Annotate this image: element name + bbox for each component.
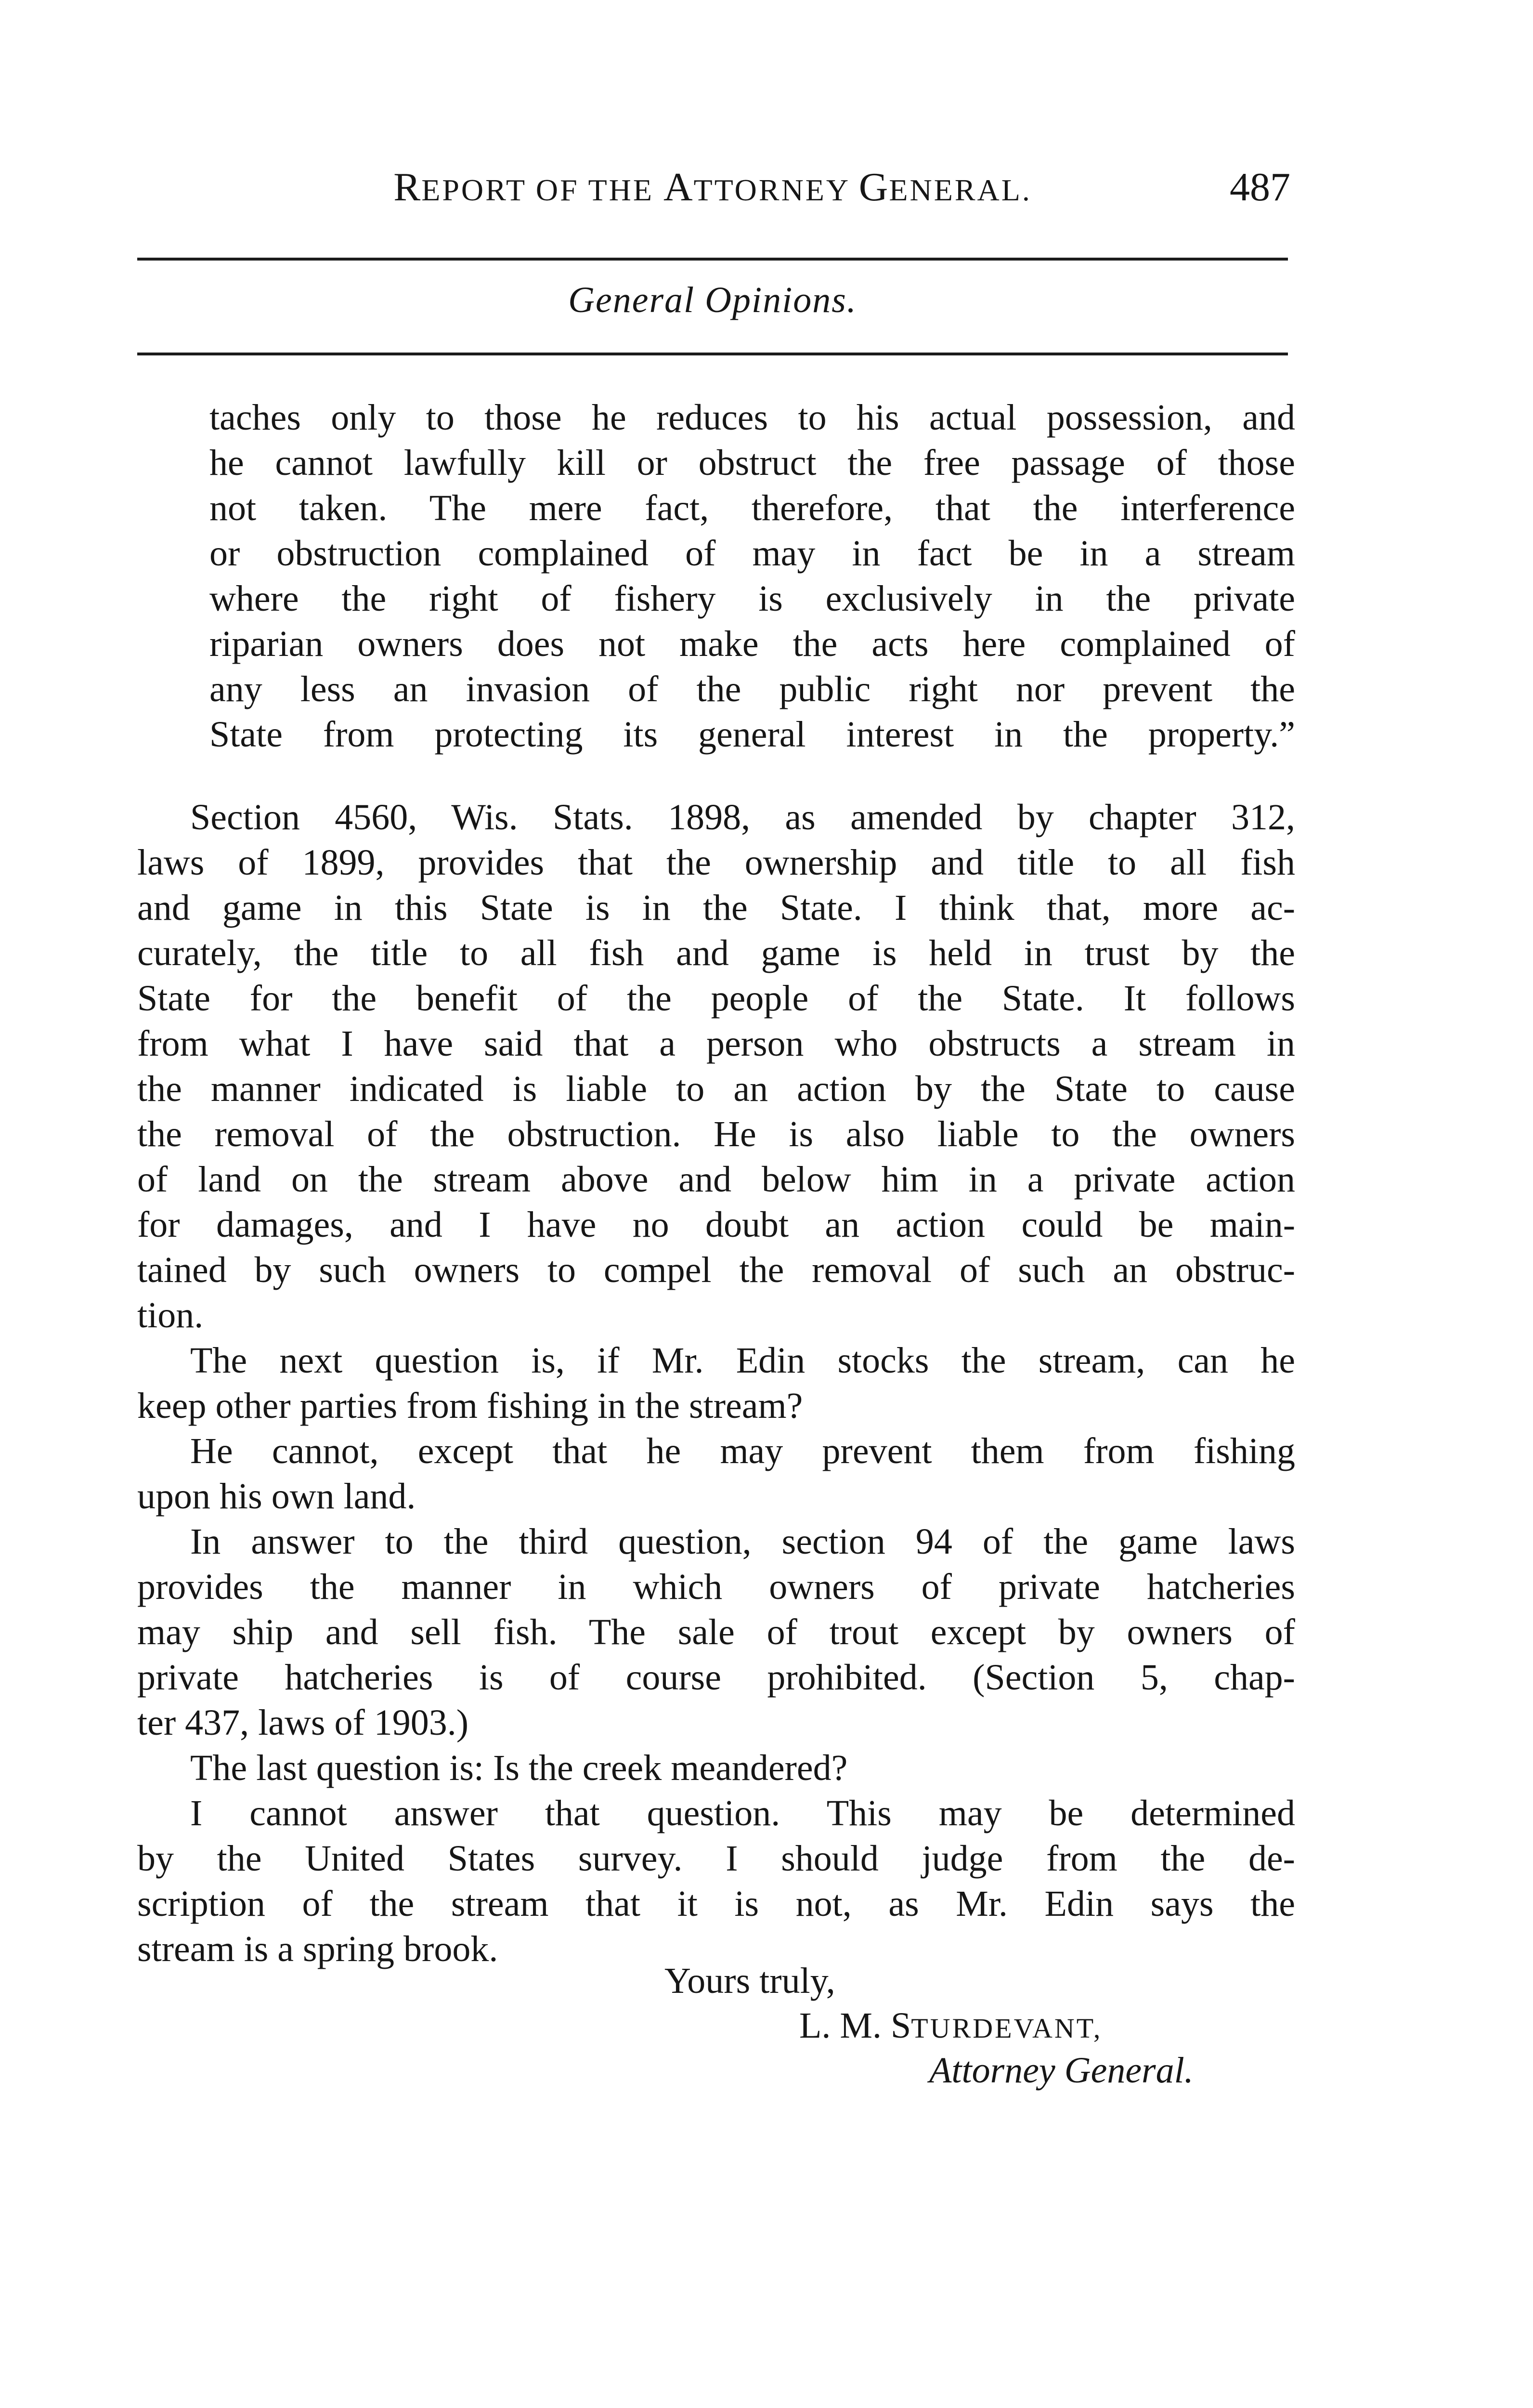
header-title-cap-a: A bbox=[663, 165, 694, 209]
body-line: upon his own land. bbox=[137, 1476, 416, 1517]
quote-line: where the right of fishery is exclusively in the private bbox=[209, 578, 1295, 619]
signer-initials: L. M. S bbox=[799, 2005, 911, 2046]
quoted-passage bbox=[209, 395, 1295, 757]
section-title: General Opinions. bbox=[568, 280, 857, 320]
closing: Yours truly, bbox=[664, 1961, 835, 2001]
body-line: laws of 1899, provides that the ownership and title to all fish bbox=[137, 842, 1295, 883]
body-line: of land on the stream above and below him in a private action bbox=[137, 1159, 1295, 1200]
signer-name bbox=[799, 2005, 1102, 2047]
body-line: The last question is: Is the creek meandered? bbox=[190, 1748, 848, 1788]
body-line: may ship and sell fish. The sale of trout except by owners of bbox=[137, 1612, 1295, 1652]
body-line: the manner indicated is liable to an action by the State to cause bbox=[137, 1069, 1295, 1109]
quote-line: he cannot lawfully kill or obstruct the free passage of those bbox=[209, 443, 1295, 483]
page-number: 487 bbox=[1230, 165, 1290, 209]
body-line: State for the benefit of the people of the State. It follows bbox=[137, 978, 1295, 1019]
body-line: The next question is, if Mr. Edin stocks the stream, can he bbox=[190, 1340, 1295, 1381]
quote-line: State from protecting its general interest in the property.” bbox=[209, 714, 1295, 755]
header-title bbox=[135, 164, 1290, 210]
body-line: provides the manner in which owners of private hatcheries bbox=[137, 1567, 1295, 1607]
body-line: In answer to the third question, section 94 of the game laws bbox=[190, 1521, 1295, 1562]
body-line: keep other parties from fishing in the stream? bbox=[137, 1386, 803, 1426]
body-line: the removal of the obstruction. He is also liable to the owners bbox=[137, 1114, 1295, 1154]
signer-surname-rest: TURDEVANT, bbox=[911, 2013, 1103, 2044]
header-title-cap-g: G bbox=[858, 165, 889, 209]
paragraph-last-question bbox=[137, 1745, 1295, 1791]
signer-title: Attorney General. bbox=[929, 2050, 1194, 2091]
body-line: curately, the title to all fish and game is held in trust by the bbox=[137, 933, 1295, 973]
body-text bbox=[137, 795, 1295, 1972]
body-line: scription of the stream that it is not, as Mr. Edin says the bbox=[137, 1884, 1295, 1924]
header-rule-bottom bbox=[137, 353, 1288, 355]
body-line: tained by such owners to compel the removal of such an obstruc- bbox=[137, 1250, 1295, 1290]
quote-line: riparian owners does not make the acts here complained of bbox=[209, 624, 1295, 664]
body-line: and game in this State is in the State. I think that, more ac- bbox=[137, 888, 1295, 928]
body-line: from what I have said that a person who obstructs a stream in bbox=[137, 1023, 1295, 1064]
paragraph-next-question bbox=[137, 1338, 1295, 1428]
body-line: stream is a spring brook. bbox=[137, 1929, 498, 1969]
header-title-cap-r: R bbox=[393, 165, 422, 209]
header-title-sc-eneral: ENERAL. bbox=[889, 173, 1032, 207]
quote-line: not taken. The mere fact, therefore, that the interference bbox=[209, 488, 1295, 528]
body-line: for damages, and I have no doubt an action could be main- bbox=[137, 1204, 1295, 1245]
body-line: by the United States survey. I should judge from the de- bbox=[137, 1838, 1295, 1879]
body-line: I cannot answer that question. This may be determined bbox=[190, 1793, 1295, 1833]
quote-line: or obstruction complained of may in fact be in a stream bbox=[209, 533, 1295, 574]
paragraph-final-answer bbox=[137, 1791, 1295, 1972]
running-header bbox=[135, 159, 1290, 222]
header-title-sc-ttorney: TTORNEY bbox=[693, 173, 859, 207]
body-line: He cannot, except that he may prevent them from fishing bbox=[190, 1431, 1295, 1471]
quote-line: any less an invasion of the public right nor prevent the bbox=[209, 669, 1295, 709]
paragraph-answer-cannot bbox=[137, 1428, 1295, 1519]
body-line: ter 437, laws of 1903.) bbox=[137, 1702, 469, 1743]
header-rule-top bbox=[137, 258, 1288, 261]
signature-block bbox=[0, 1960, 1533, 2105]
header-title-sc-eport: EPORT OF THE bbox=[421, 173, 663, 207]
body-line: Section 4560, Wis. Stats. 1898, as amended by chapter 312, bbox=[190, 797, 1295, 838]
paragraph-third-question bbox=[137, 1519, 1295, 1745]
quote-line: taches only to those he reduces to his actual possession, and bbox=[209, 397, 1295, 438]
body-line: private hatcheries is of course prohibited. (Section 5, chap- bbox=[137, 1657, 1295, 1698]
paragraph-section-4560 bbox=[137, 795, 1295, 1338]
body-line: tion. bbox=[137, 1295, 204, 1335]
